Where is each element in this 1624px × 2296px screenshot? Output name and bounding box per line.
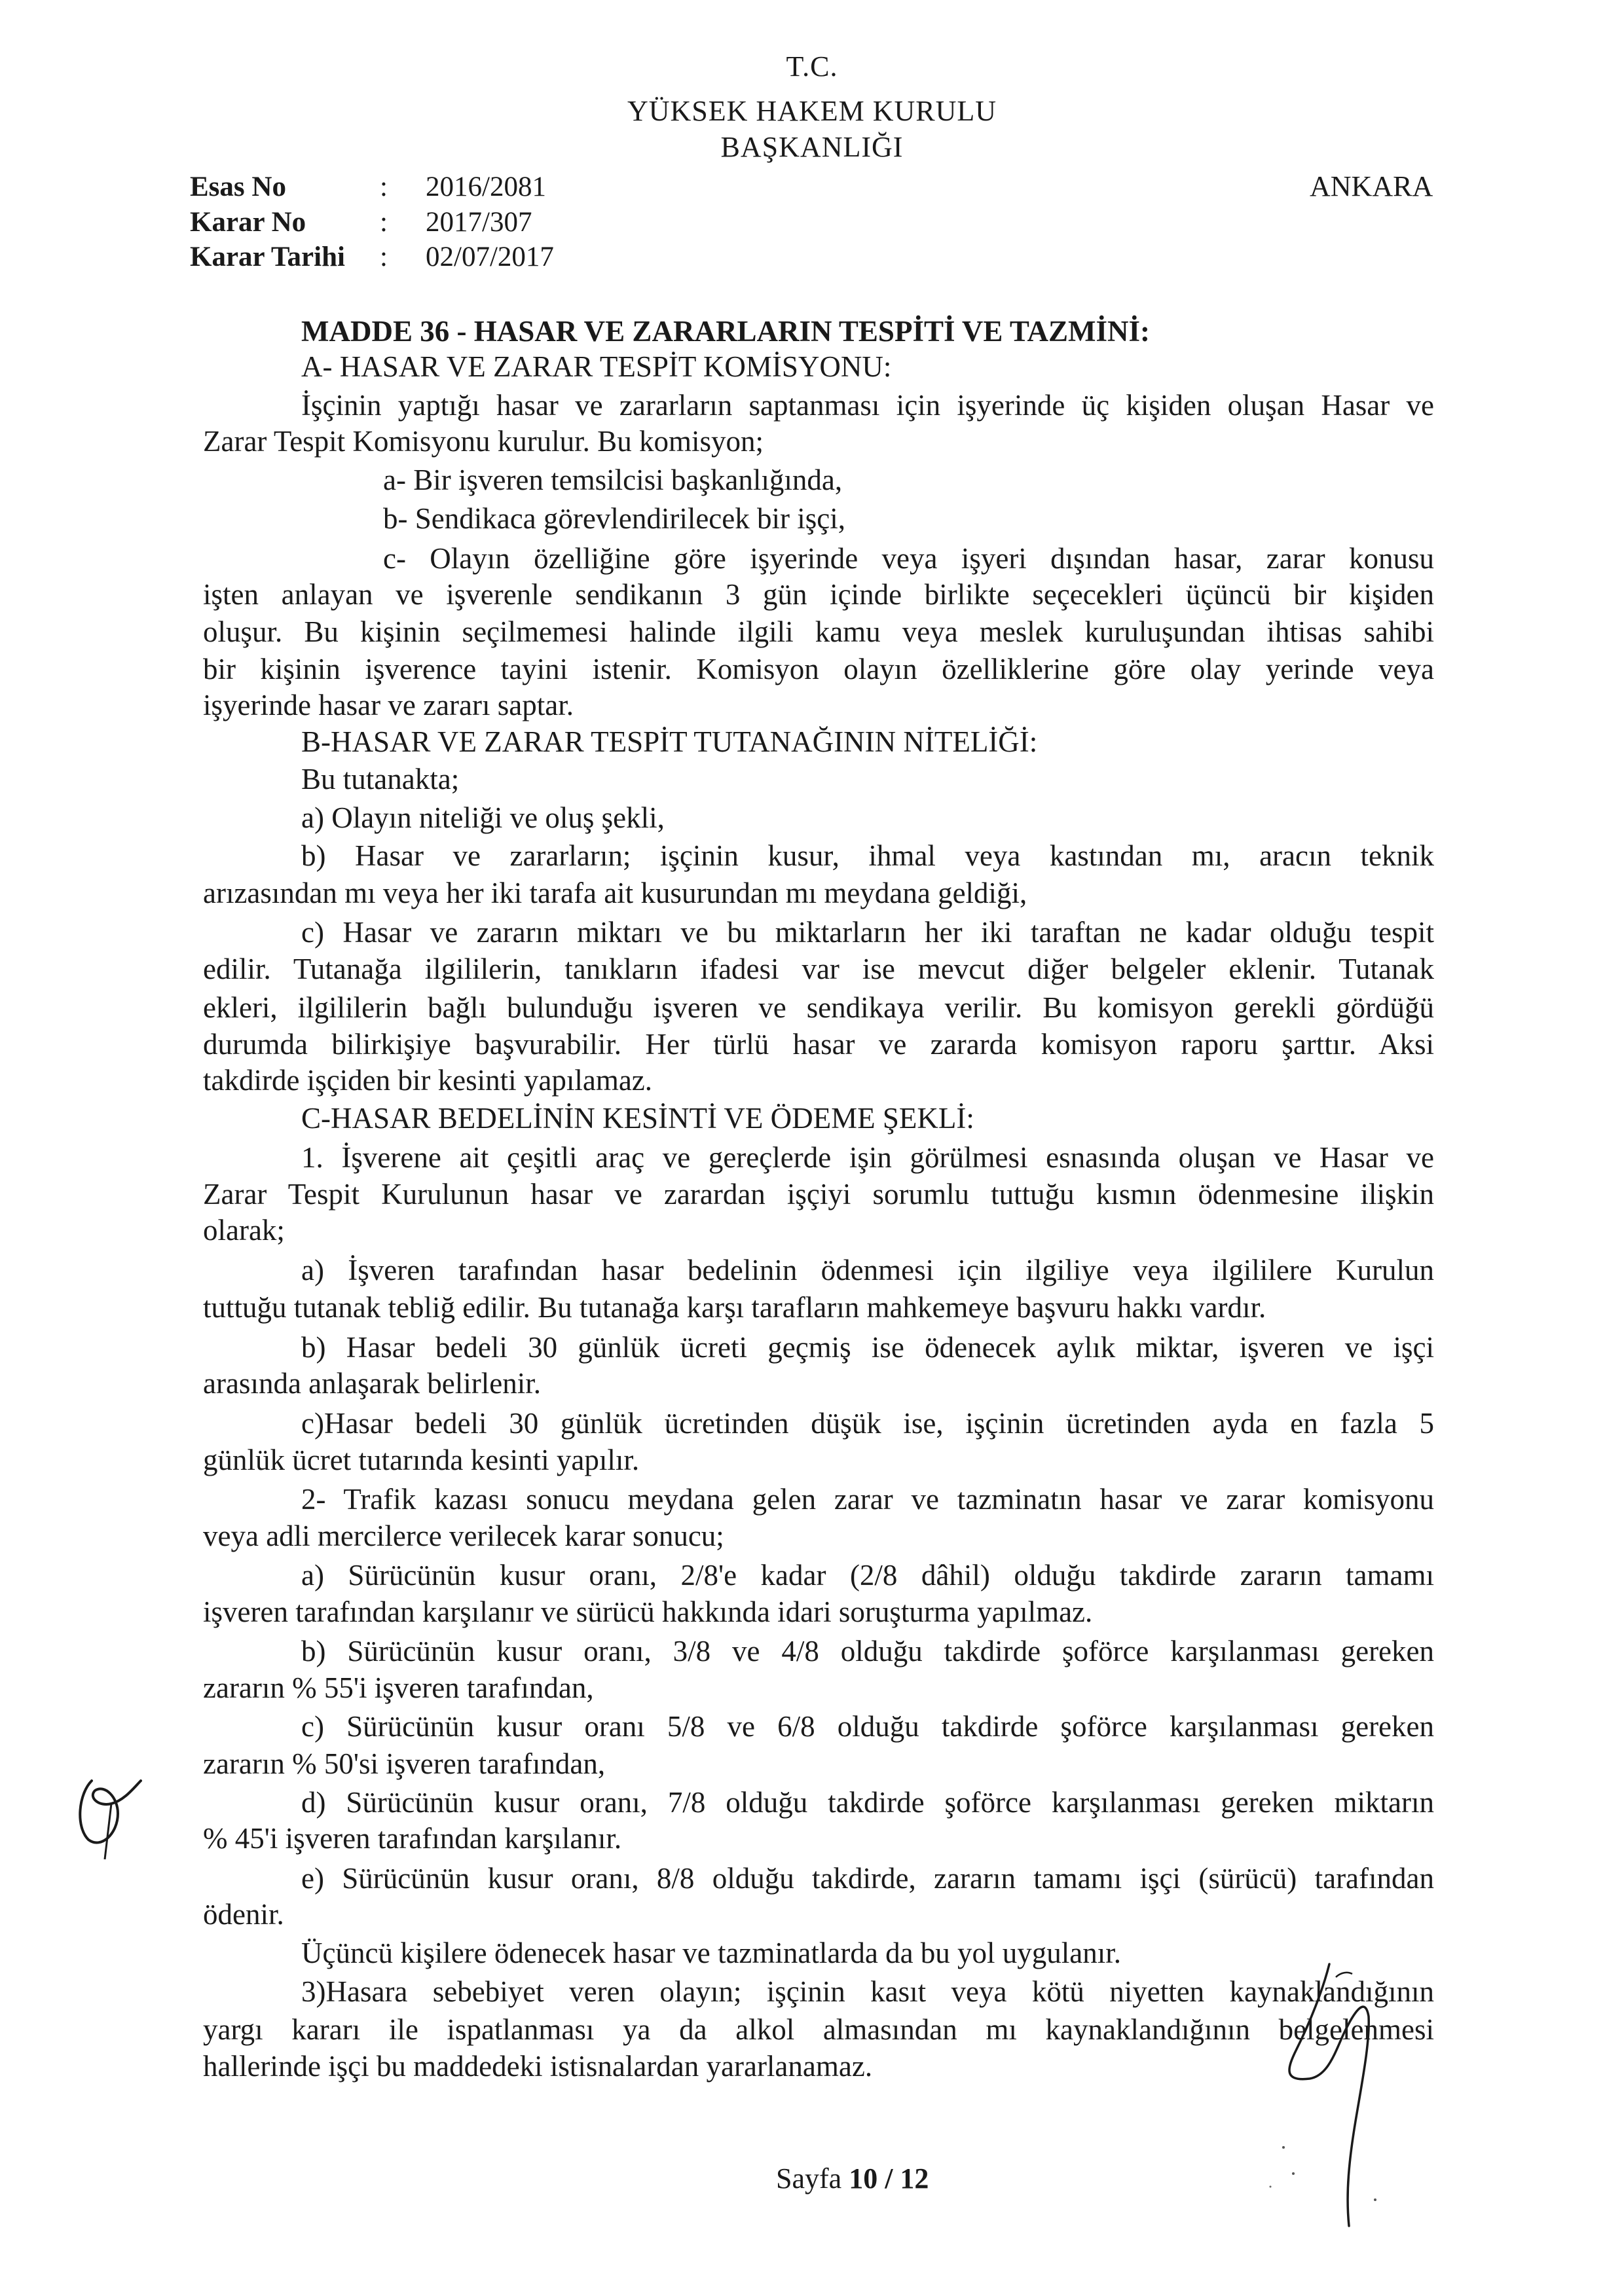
list-item: e) Sürücünün kusur oranı, 8/8 olduğu takdirde, zararın tamamı işçi (sürücü) tarafından: [301, 1862, 1434, 1895]
signature-mark: [1231, 1951, 1414, 2239]
list-item: c- Olayın özelliğine göre işyerinde veya işyeri dışından hasar, zarar konusu: [383, 542, 1434, 575]
section-b-heading: B-HASAR VE ZARAR TESPİT TUTANAĞININ NİTELİĞİ:: [301, 725, 1038, 758]
body-line: arızasından mı veya her iki tarafa ait kusurundan mı meydana geldiği,: [203, 877, 1027, 909]
body-line: ödenir.: [203, 1898, 284, 1931]
karar-row: [190, 208, 532, 236]
body-line: Üçüncü kişilere ödenecek hasar ve tazminatlarda da bu yol uygulanır.: [301, 1937, 1122, 1969]
left-margin-initial: [65, 1768, 157, 1866]
body-line: İşçinin yaptığı hasar ve zararların saptanması için işyerinde üç kişiden oluşan Hasar ve: [301, 389, 1434, 422]
list-item: b) Hasar ve zararların; işçinin kusur, ihmal veya kastından mı, aracın teknik: [301, 839, 1434, 872]
list-item: d) Sürücünün kusur oranı, 7/8 olduğu takdirde şoförce karşılanması gereken miktarın: [301, 1786, 1434, 1819]
header-tc: T.C.: [786, 50, 838, 82]
header-presidency: BAŞKANLIĞI: [720, 131, 904, 163]
header-institution: YÜKSEK HAKEM KURULU: [627, 95, 997, 127]
body-line: işyerinde hasar ve zararı saptar.: [203, 689, 574, 721]
karar-value: 2017/307: [426, 207, 532, 238]
list-item: a) İşveren tarafından hasar bedelinin ödenmesi için ilgiliye veya ilgililere Kurulun: [301, 1254, 1434, 1286]
body-line: Zarar Tespit Kurulunun hasar ve zarardan işçiyi sorumlu tuttuğu kısmın ödenmesine ilişkin: [203, 1178, 1434, 1211]
esas-row: [190, 173, 546, 201]
body-line: veya adli mercilerce verilecek karar sonucu;: [203, 1520, 724, 1552]
list-item: 1. İşverene ait çeşitli araç ve gereçlerde işin görülmesi esnasında oluşan ve Hasar ve: [301, 1141, 1434, 1174]
body-line: işten anlayan ve işverenle sendikanın 3 gün içinde birlikte seçecekleri üçüncü bir kişiden: [203, 578, 1434, 611]
separator: :: [380, 242, 388, 272]
body-line: durumda bilirkişiye başvurabilir. Her türlü hasar ve zararda komisyon raporu şarttır. Aksi: [203, 1028, 1434, 1061]
body-line: Bu tutanakta;: [301, 763, 460, 795]
body-line: tuttuğu tutanak tebliğ edilir. Bu tutanağa karşı tarafların mahkemeye başvuru hakkı vardır.: [203, 1291, 1266, 1324]
page-divider: /: [885, 2162, 893, 2195]
list-item: 3)Hasara sebebiyet veren olayın; işçinin kasıt veya kötü niyetten kaynaklandığının: [301, 1975, 1434, 2008]
page-current: 10: [849, 2162, 878, 2195]
list-item: c) Hasar ve zararın miktarı ve bu miktarların her iki taraftan ne kadar olduğu tespit: [301, 916, 1434, 949]
body-line: günlük ücret tutarında kesinti yapılır.: [203, 1444, 640, 1476]
esas-label: Esas No: [190, 172, 286, 202]
karar-label: Karar No: [190, 207, 306, 238]
tarih-label: Karar Tarihi: [190, 242, 345, 272]
list-item: a- Bir işveren temsilcisi başkanlığında,: [383, 464, 843, 496]
body-line: zararın % 55'i işveren tarafından,: [203, 1671, 594, 1704]
body-line: yargı kararı ile ispatlanması ya da alkol almasından mı kaynaklandığının belgelenmesi: [203, 2013, 1434, 2046]
body-line: bir kişinin işverence tayini istenir. Komisyon olayın özelliklerine göre olay yerinde veya: [203, 653, 1434, 685]
tarih-row: [190, 243, 554, 271]
separator: :: [380, 207, 388, 238]
body-line: ekleri, ilgililerin bağlı bulunduğu işveren ve sendikaya verilir. Bu komisyon gerekli gördüğü: [203, 991, 1434, 1024]
body-line: edilir. Tutanağa ilgililerin, tanıkların ifadesi var ise mevcut diğer belgeler eklenir. Tutanak: [203, 953, 1434, 985]
body-line: olarak;: [203, 1214, 285, 1247]
list-item: b- Sendikaca görevlendirilecek bir işçi,: [383, 502, 845, 535]
page-prefix: Sayfa: [776, 2162, 842, 2195]
list-item: b) Hasar bedeli 30 günlük ücreti geçmiş ise ödenecek aylık miktar, işveren ve işçi: [301, 1331, 1434, 1364]
esas-value: 2016/2081: [426, 172, 546, 202]
section-a-heading: A- HASAR VE ZARAR TESPİT KOMİSYONU:: [301, 350, 892, 383]
city: ANKARA: [1310, 170, 1433, 202]
body-line: zararın % 50'si işveren tarafından,: [203, 1747, 606, 1780]
section-c-heading: C-HASAR BEDELİNİN KESİNTİ VE ÖDEME ŞEKLİ:: [301, 1102, 974, 1135]
page-total: 12: [900, 2162, 929, 2195]
body-line: takdirde işçiden bir kesinti yapılamaz.: [203, 1064, 653, 1097]
separator: :: [380, 172, 388, 202]
list-item: 2- Trafik kazası sonucu meydana gelen zarar ve tazminatın hasar ve zarar komisyonu: [301, 1483, 1434, 1516]
list-item: c) Sürücünün kusur oranı 5/8 ve 6/8 olduğu takdirde şoförce karşılanması gereken: [301, 1710, 1434, 1743]
body-line: oluşur. Bu kişinin seçilmemesi halinde ilgili kamu veya meslek kuruluşundan ihtisas sahibi: [203, 615, 1434, 648]
body-line: Zarar Tespit Komisyonu kurulur. Bu komisyon;: [203, 425, 764, 458]
body-line: işveren tarafından karşılanır ve sürücü hakkında idari soruşturma yapılmaz.: [203, 1595, 1093, 1628]
list-item: c)Hasar bedeli 30 günlük ücretinden düşük ise, işçinin ücretinden ayda en fazla 5: [301, 1407, 1434, 1440]
list-item: b) Sürücünün kusur oranı, 3/8 ve 4/8 olduğu takdirde şoförce karşılanması gereken: [301, 1635, 1434, 1667]
body-line: hallerinde işçi bu maddedeki istisnalardan yararlanamaz.: [203, 2050, 873, 2083]
body-line: arasında anlaşarak belirlenir.: [203, 1367, 542, 1400]
page-number: [776, 2162, 929, 2195]
article-title: MADDE 36 - HASAR VE ZARARLARIN TESPİTİ VE TAZMİNİ:: [301, 315, 1151, 348]
tarih-value: 02/07/2017: [426, 242, 554, 272]
list-item: a) Olayın niteliği ve oluş şekli,: [301, 801, 665, 834]
body-line: % 45'i işveren tarafından karşılanır.: [203, 1822, 622, 1855]
list-item: a) Sürücünün kusur oranı, 2/8'e kadar (2/8 dâhil) olduğu takdirde zararın tamamı: [301, 1559, 1434, 1592]
